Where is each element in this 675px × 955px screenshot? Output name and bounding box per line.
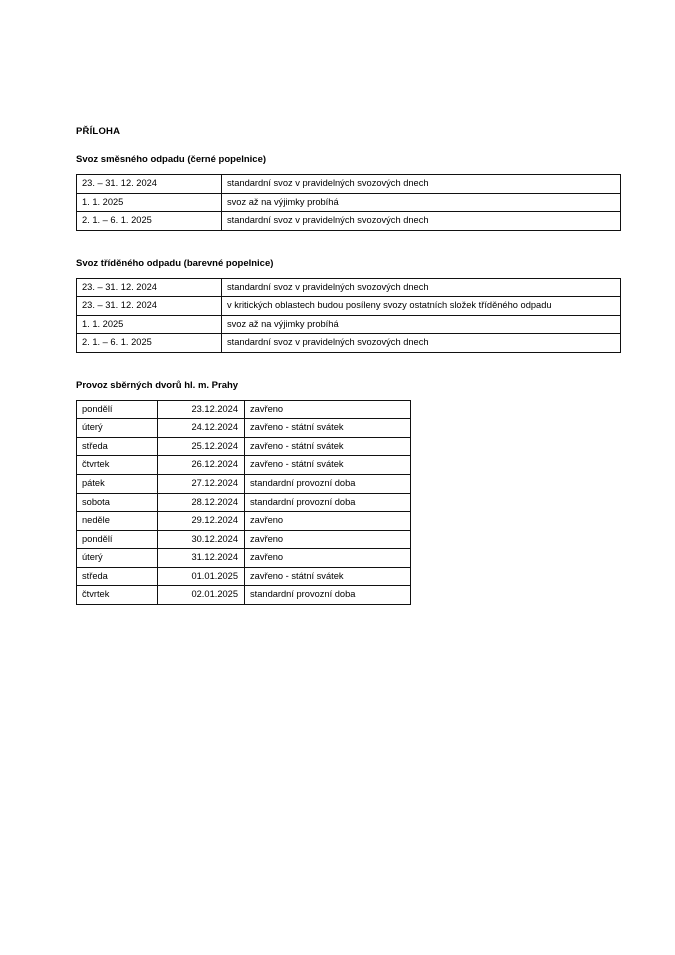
cell-weekday: středa [77,437,158,456]
cell-date: 29.12.2024 [158,512,245,531]
spacer [76,231,599,258]
table-row [77,567,411,586]
cell-description: svoz až na výjimky probíhá [222,193,621,212]
cell-status: zavřeno - státní svátek [245,567,411,586]
cell-date: 26.12.2024 [158,456,245,475]
cell-date: 23. – 31. 12. 2024 [77,278,222,297]
table-row [77,400,411,419]
cell-date: 2. 1. – 6. 1. 2025 [77,334,222,353]
table-collection-yards-hours [76,400,411,605]
cell-date: 1. 1. 2025 [77,315,222,334]
cell-description: svoz až na výjimky probíhá [222,315,621,334]
cell-status: zavřeno [245,400,411,419]
cell-date: 27.12.2024 [158,475,245,494]
cell-status: zavřeno - státní svátek [245,456,411,475]
table-row [77,493,411,512]
cell-status: zavřeno - státní svátek [245,419,411,438]
cell-weekday: pondělí [77,400,158,419]
section-heading-sorted-waste: Svoz tříděného odpadu (barevné popelnice) [76,257,274,269]
cell-description: standardní svoz v pravidelných svozových dnech [222,212,621,231]
cell-weekday: čtvrtek [77,456,158,475]
document-title: PŘÍLOHA [76,126,121,137]
table-row [77,549,411,568]
table-row [77,530,411,549]
table-row [77,175,621,194]
table-sorted-waste-schedule [76,278,621,353]
cell-date: 23. – 31. 12. 2024 [77,175,222,194]
section-heading-collection-yards: Provoz sběrných dvorů hl. m. Prahy [76,379,239,391]
cell-date: 30.12.2024 [158,530,245,549]
table-row [77,193,621,212]
cell-description: standardní svoz v pravidelných svozových dnech [222,278,621,297]
cell-status: zavřeno [245,512,411,531]
cell-description: v kritických oblastech budou posíleny svozy ostatních složek tříděného odpadu [222,297,621,316]
table-row [77,586,411,605]
cell-weekday: čtvrtek [77,586,158,605]
cell-description: standardní svoz v pravidelných svozových dnech [222,334,621,353]
cell-date: 23.12.2024 [158,400,245,419]
table-row [77,437,411,456]
table-mixed-waste-schedule [76,174,621,231]
cell-weekday: pátek [77,475,158,494]
cell-weekday: pondělí [77,530,158,549]
spacer [76,353,599,380]
cell-date: 31.12.2024 [158,549,245,568]
table-row [77,297,621,316]
cell-weekday: úterý [77,549,158,568]
cell-date: 01.01.2025 [158,567,245,586]
cell-date: 23. – 31. 12. 2024 [77,297,222,316]
table-row [77,456,411,475]
section-mixed-waste [76,154,599,231]
cell-date: 24.12.2024 [158,419,245,438]
table-row [77,334,621,353]
table-row [77,512,411,531]
cell-status: standardní provozní doba [245,475,411,494]
cell-status: standardní provozní doba [245,493,411,512]
cell-date: 28.12.2024 [158,493,245,512]
section-heading-mixed-waste: Svoz směsného odpadu (černé popelnice) [76,154,267,166]
cell-date: 02.01.2025 [158,586,245,605]
cell-weekday: středa [77,567,158,586]
cell-description: standardní svoz v pravidelných svozových dnech [222,175,621,194]
table-row [77,475,411,494]
table-row [77,419,411,438]
cell-status: standardní provozní doba [245,586,411,605]
cell-date: 1. 1. 2025 [77,193,222,212]
cell-weekday: úterý [77,419,158,438]
document-content [76,126,599,605]
section-sorted-waste [76,258,599,353]
table-row [77,315,621,334]
cell-weekday: neděle [77,512,158,531]
cell-status: zavřeno [245,549,411,568]
cell-date: 25.12.2024 [158,437,245,456]
cell-status: zavřeno - státní svátek [245,437,411,456]
table-row [77,278,621,297]
cell-weekday: sobota [77,493,158,512]
cell-date: 2. 1. – 6. 1. 2025 [77,212,222,231]
table-row [77,212,621,231]
cell-status: zavřeno [245,530,411,549]
section-collection-yards [76,380,599,605]
